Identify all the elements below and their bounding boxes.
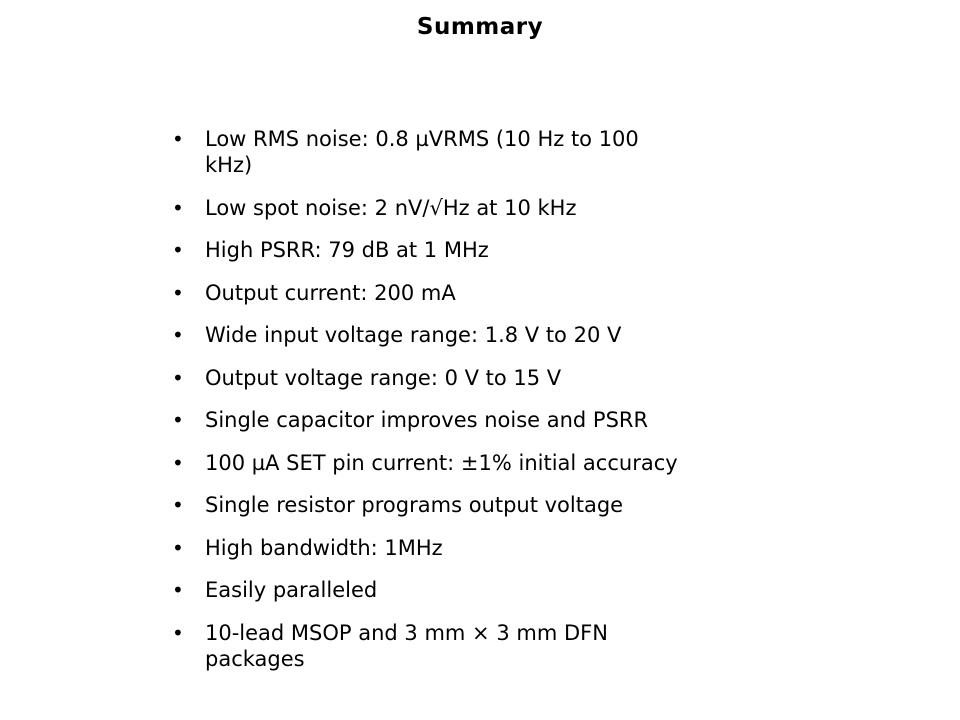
bullet-dot-icon: •	[172, 323, 184, 347]
bullet-text: Single capacitor improves noise and PSRR	[205, 408, 649, 432]
bullet-text: High bandwidth: 1MHz	[205, 535, 443, 560]
bullet-dot-icon: •	[172, 195, 184, 220]
bullet-text: 10-lead MSOP and 3 mm × 3 mm DFN packages	[205, 620, 608, 671]
bullet-dot-icon: •	[172, 535, 184, 560]
bullet-item	[172, 126, 812, 178]
bullet-item	[172, 620, 812, 672]
bullet-text: High PSRR: 79 dB at 1 MHz	[205, 238, 489, 262]
bullet-item	[172, 407, 812, 433]
bullet-item	[172, 237, 812, 263]
bullet-dot-icon: •	[172, 450, 184, 475]
bullet-dot-icon: •	[172, 127, 184, 151]
slide-title: Summary	[416, 14, 544, 40]
bullet-text: Output current: 200 mA	[205, 280, 456, 305]
bullet-dot-icon: •	[172, 238, 184, 262]
bullet-item	[172, 450, 812, 476]
bullet-item	[172, 535, 812, 561]
bullet-text: Wide input voltage range: 1.8 V to 20 V	[205, 323, 622, 347]
bullet-dot-icon: •	[172, 620, 184, 645]
bullet-dot-icon: •	[172, 493, 184, 517]
summary-bullet-list	[172, 126, 812, 688]
bullet-dot-icon: •	[172, 408, 184, 432]
bullet-dot-icon: •	[172, 365, 184, 390]
bullet-text: Low RMS noise: 0.8 µVRMS (10 Hz to 100 kHz)	[205, 127, 639, 177]
bullet-item	[172, 322, 812, 348]
bullet-item	[172, 365, 812, 391]
bullet-item	[172, 195, 812, 221]
bullet-item	[172, 280, 812, 306]
bullet-text: Single resistor programs output voltage	[205, 493, 624, 517]
bullet-item	[172, 492, 812, 518]
bullet-dot-icon: •	[172, 578, 184, 602]
bullet-dot-icon: •	[172, 280, 184, 305]
bullet-item	[172, 577, 812, 603]
bullet-text: 100 µA SET pin current: ±1% initial accuracy	[205, 450, 678, 475]
bullet-text: Easily paralleled	[205, 578, 378, 602]
bullet-text: Output voltage range: 0 V to 15 V	[205, 365, 562, 390]
bullet-text: Low spot noise: 2 nV/√Hz at 10 kHz	[205, 195, 577, 220]
